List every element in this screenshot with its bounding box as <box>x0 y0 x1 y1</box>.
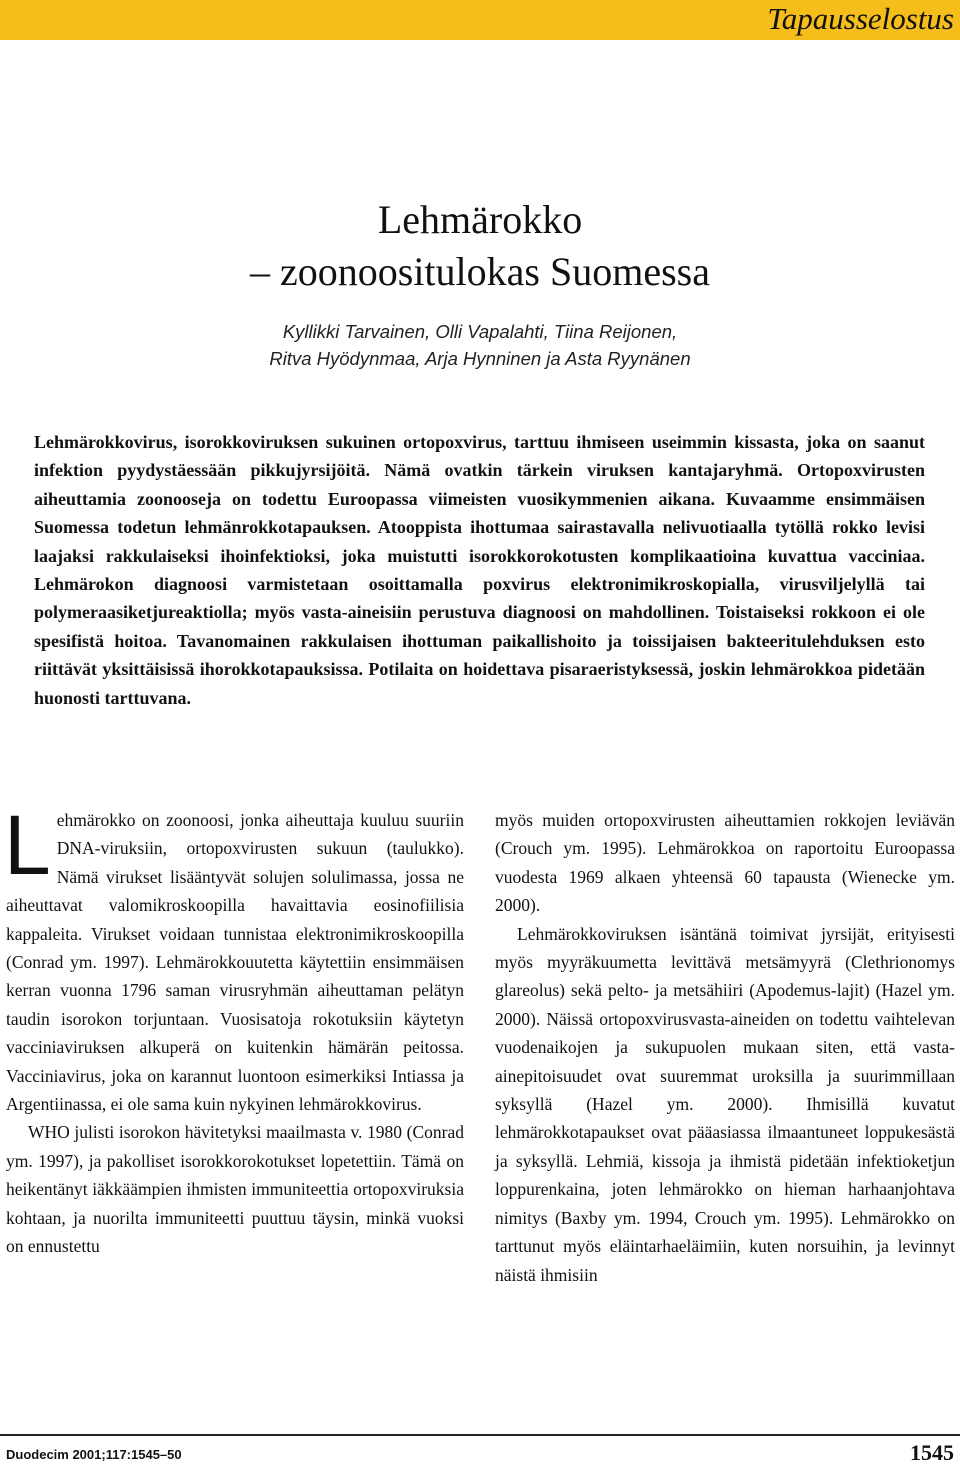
paragraph-text: ehmärokko on zoonoosi, jonka aiheuttaja kuuluu suuriin DNA-viruksiin, ortopoxvirusten sukuun (taulukko). Nämä virukset lisääntyvät solujen solulimassa, jossa ne aiheuttavat valomikroskoopilla havaittavia eosinofiilisia kappaleita. Virukset voidaan tunnistaa elektronimikroskoopilla (Conrad ym. 1997). Lehmärokkouutetta käytettiin ensimmäisen kerran vuonna 1796 saman virusryhmän aiheuttaman pelätyn taudin isorokon torjuntaan. Vuosisatoja rokotuksiin käytetyn vacciniaviruksen alkuperä on kuitenkin hämärän peitossa. Vacciniavirus, joka on karannut luontoon esimerkiksi Intiassa ja Argentiinassa, ei ole sama kuin nykyinen lehmärokkovirus. <box>6 810 464 1115</box>
article-title-line2: – zoonoositulokas Suomessa <box>250 249 710 294</box>
body-column-left <box>4 798 464 1261</box>
body-paragraph: WHO julisti isorokon hävitetyksi maailmasta v. 1980 (Conrad ym. 1997), ja pakolliset isorokkorokotukset lopetettiin. Tämä on heikentänyt iäkkäämpien ihmisten immuniteettia ortopoxviruksia kohtaan, ja nuorilta immuniteetti puuttuu täysin, minkä vuoksi on ennustettu <box>6 1122 464 1257</box>
body-paragraph: Lehmärokkoviruksen isäntänä toimivat jyrsijät, erityisesti myös myyräkuumetta levittävä metsämyyrä (Clethrionomys glareolus) sekä pelto- ja metsähiiri (Apodemus-lajit) (Hazel ym. 2000). Näissä ortopoxvirusvasta-aineiden on todettu vaihtelevan vuodenaikojen ja sukupuolen mukaan siten, että vasta-ainepitoisuudet ovat suuremmat uroksilla ja suurimmillaan syksyllä (Hazel ym. 2000). Ihmisillä kuvatut lehmärokkotapaukset ovat pääasiassa ilmaantuneet loppukesästä ja syksyllä. Lehmiä, kissoja ja ihmistä pidetään infektioketjun loppurenkaina, joten lehmärokko on hieman harhaanjohtava nimitys (Baxby ym. 1994, Crouch ym. 1995). Lehmärokko on tarttunut myös eläintarhaeläimiin, kuten norsuihin, ja levinnyt näistä ihmisiin <box>495 923 955 1285</box>
drop-cap: L <box>4 798 51 892</box>
article-title-line1: Lehmärokko <box>377 197 583 242</box>
body-paragraph: myös muiden ortopoxvirusten aiheuttamien rokkojen leviävän (Crouch ym. 1995). Lehmärokkoa on raportoitu Euroopassa vuodesta 1969 alkaen yhteensä 60 tapausta (Wienecke ym. 2000). <box>495 810 955 916</box>
body-column-right <box>495 806 955 1289</box>
journal-citation: Duodecim 2001;117:1545–50 <box>6 1447 182 1462</box>
body-paragraph <box>4 798 464 1118</box>
authors-line1: Kyllikki Tarvainen, Olli Vapalahti, Tiina Reijonen, <box>282 321 678 342</box>
abstract: Lehmärokkovirus, isorokkoviruksen sukuinen ortopoxvirus, tarttuu ihmiseen useimmin kissasta, joka on saanut infektion pyydystäessään pikkujyrsijöitä. Nämä ovatkin tärkein viruksen kantajaryhmä. Ortopoxvirusten aiheuttamia zoonooseja on todettu Euroopassa viimeisten vuosikymmenien aikana. Kuvaamme ensimmäisen Suomessa todetun lehmänrokkotapauksen. Atooppista ihottumaa sairastavalla nelivuotiaalla tytöllä rokko levisi laajaksi rakkulaiseksi ihoinfektioksi, joka muistutti isorokkorokotusten komplikaatioina kuvattua vacciniaa. Lehmärokon diagnoosi varmistetaan osoittamalla poxvirus elektronimikroskopialla, virusviljelyllä tai polymeraasiketjureaktiolla; myös vasta-aineisiin perustuva diagnoosi on mahdollinen. Toistaiseksi rokkoon ei ole spesifistä hoitoa. Tavanomainen rakkulaisen ihottuman paikallishoito ja toissijaisen bakteeritulehduksen esto riittävät yksittäisissä ihorokkotapauksissa. Potilaita on hoidettava pisaraeristyksessä, joskin lehmärokkoa pidetään huonosti tarttuvana. <box>34 432 925 708</box>
section-label: Tapausselostus <box>767 1 954 36</box>
footer-rule <box>0 1434 960 1436</box>
authors-line2: Ritva Hyödynmaa, Arja Hynninen ja Asta Ryynänen <box>269 348 691 369</box>
page-number: 1545 <box>910 1440 954 1465</box>
